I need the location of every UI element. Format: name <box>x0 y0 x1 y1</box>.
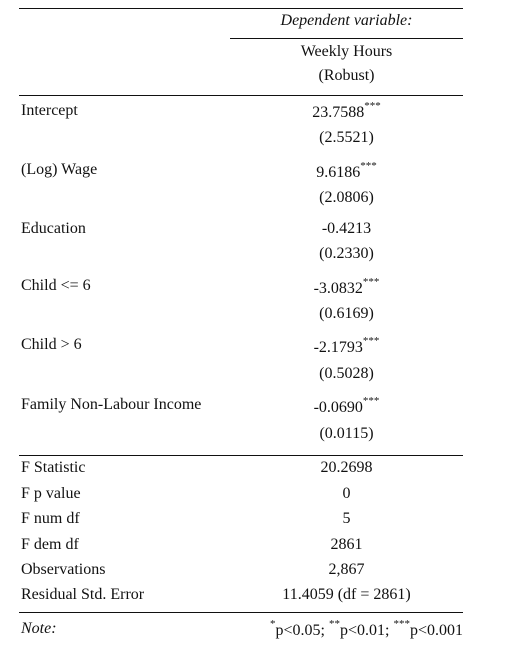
coef-estimate <box>230 219 463 239</box>
coef-std-error: (0.2330) <box>319 245 374 262</box>
coef-estimate <box>230 275 463 299</box>
coef-estimate-value: -0.0690 <box>313 399 363 416</box>
stat-label: Residual Std. Error <box>21 586 145 603</box>
stat-label: Observations <box>21 561 106 578</box>
header-sub-rule <box>230 38 463 39</box>
stat-value: 0 <box>342 485 351 502</box>
stat-label: F p value <box>21 485 81 502</box>
significance-stars: *** <box>360 159 377 172</box>
stat-value: 20.2698 <box>320 459 373 476</box>
note-stars-1: * <box>270 617 276 630</box>
dependent-variable-heading: Dependent variable: <box>280 12 413 29</box>
stat-label: F dem df <box>21 536 79 553</box>
column-subtitle: (Robust) <box>318 67 375 84</box>
coef-std-error: (0.0115) <box>319 425 374 442</box>
stat-value: 11.4059 (df = 2861) <box>282 586 411 603</box>
stat-label: F Statistic <box>21 459 86 476</box>
table-bottom-rule <box>19 612 463 613</box>
note-text-3: p<0.001 <box>409 622 463 639</box>
significance-stars: *** <box>364 99 381 112</box>
note-label: Note: <box>21 620 57 637</box>
stat-value: 2861 <box>330 536 363 553</box>
stats-top-rule <box>19 455 463 456</box>
note-stars-3: *** <box>393 617 410 630</box>
significance-stars: *** <box>362 275 380 288</box>
coef-std-error: (2.5521) <box>319 129 374 146</box>
coef-estimate <box>230 159 463 183</box>
coef-std-error: (0.5028) <box>319 365 374 382</box>
coef-std-error: (0.6169) <box>319 305 374 322</box>
coef-estimate-value: -0.4213 <box>321 220 372 237</box>
coef-std-error: (2.0806) <box>319 189 374 206</box>
coef-label: Family Non-Labour Income <box>21 396 202 413</box>
header-bottom-rule <box>19 95 463 96</box>
coef-label: Intercept <box>21 102 78 119</box>
coef-estimate <box>230 99 463 123</box>
stat-value: 2,867 <box>328 561 365 578</box>
column-title: Weekly Hours <box>300 43 393 60</box>
stat-label: F num df <box>21 510 80 527</box>
coef-label: Child <= 6 <box>21 277 91 294</box>
coef-label: Child > 6 <box>21 336 82 353</box>
coef-estimate-value: 9.6186 <box>316 164 361 181</box>
note-stars-2: ** <box>329 617 340 630</box>
coef-estimate-value: -3.0832 <box>313 280 363 297</box>
coef-label: Education <box>21 220 86 237</box>
note-text-2: p<0.01; <box>340 622 394 639</box>
coef-label: (Log) Wage <box>21 161 98 178</box>
significance-note <box>270 617 463 641</box>
coef-estimate-value: -2.1793 <box>313 339 363 356</box>
stat-value: 5 <box>342 510 351 527</box>
significance-stars: *** <box>362 394 380 407</box>
table-top-rule <box>19 8 463 9</box>
coef-estimate <box>230 334 463 358</box>
note-text-1: p<0.05; <box>275 622 329 639</box>
coef-estimate <box>230 394 463 418</box>
coef-estimate-value: 23.7588 <box>312 104 365 121</box>
significance-stars: *** <box>362 334 380 347</box>
